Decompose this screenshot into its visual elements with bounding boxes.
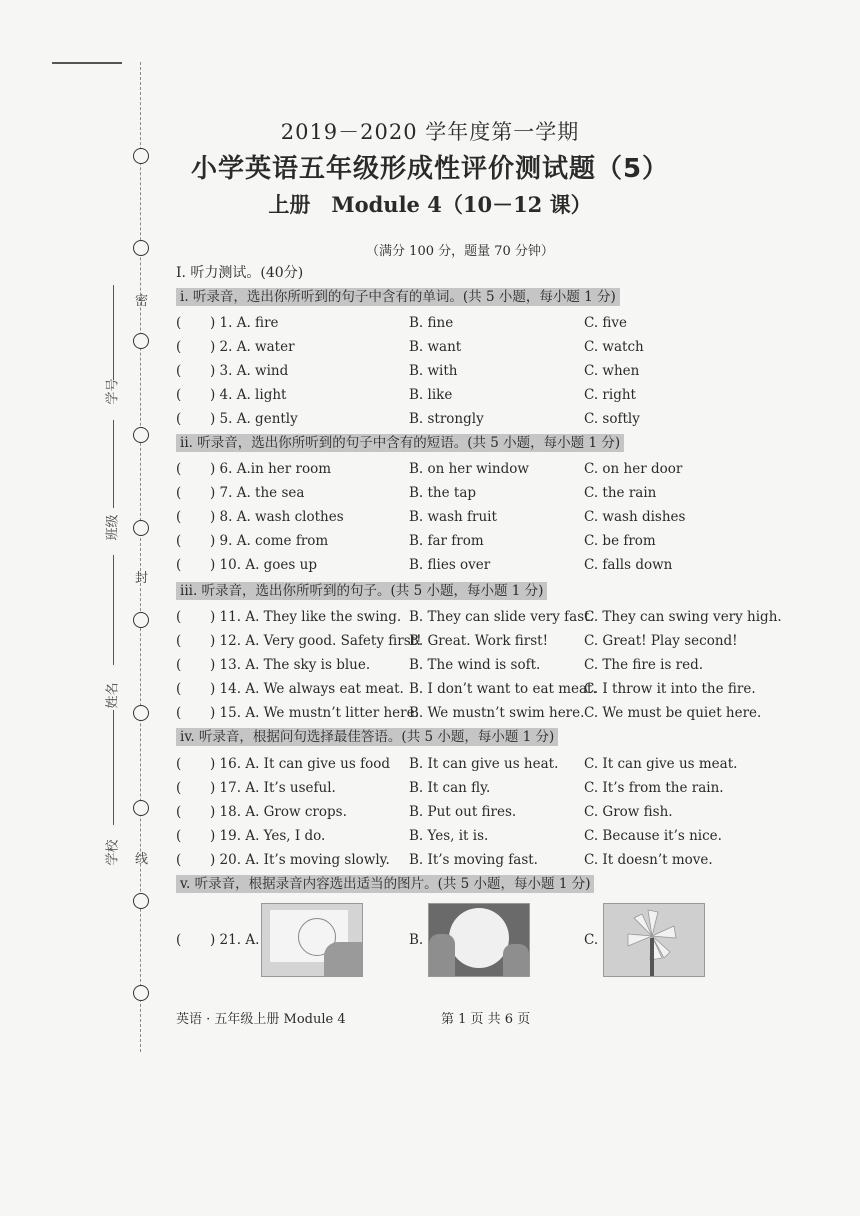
option-a: ) 21. A. bbox=[210, 932, 260, 948]
question-row bbox=[176, 656, 776, 674]
option-a: ) 14. A. We always eat meat. bbox=[210, 681, 404, 697]
hand-shape bbox=[324, 942, 362, 976]
question-row bbox=[176, 484, 776, 502]
question-row bbox=[176, 851, 776, 869]
option-a: ) 11. A. They like the swing. bbox=[210, 609, 402, 625]
scan-smudge bbox=[52, 62, 122, 64]
binding-hole bbox=[133, 985, 149, 1001]
option-c: C. We must be quiet here. bbox=[584, 705, 762, 721]
field-line-student-number bbox=[113, 285, 114, 380]
exam-note: （满分 100 分，题量 70 分钟） bbox=[366, 244, 554, 259]
option-b: B. like bbox=[409, 387, 453, 403]
field-label-class: 班级 bbox=[105, 514, 121, 541]
answer-blank[interactable]: ( bbox=[176, 609, 182, 625]
option-a: ) 9. A. come from bbox=[210, 533, 329, 549]
answer-blank[interactable]: ( bbox=[176, 411, 182, 427]
option-c: C. They can swing very high. bbox=[584, 609, 782, 625]
section-heading: v. 听录音，根据录音内容选出适当的图片。(共 5 小题，每小题 1 分) bbox=[176, 875, 594, 893]
answer-blank[interactable]: ( bbox=[176, 387, 182, 403]
question-row bbox=[176, 386, 776, 404]
option-a: ) 19. A. Yes, I do. bbox=[210, 828, 326, 844]
section-heading: ii. 听录音，选出你所听到的句子中含有的短语。(共 5 小题，每小题 1 分) bbox=[176, 434, 624, 452]
question-row bbox=[176, 410, 776, 428]
binding-hole bbox=[133, 333, 149, 349]
answer-blank[interactable]: ( bbox=[176, 932, 182, 948]
option-a: ) 12. A. Very good. Safety first! bbox=[210, 633, 422, 649]
option-b: B. It’s moving fast. bbox=[409, 852, 538, 868]
option-c: C. bbox=[584, 932, 599, 948]
question-row bbox=[176, 508, 776, 526]
option-c: C. right bbox=[584, 387, 636, 403]
field-line-class bbox=[113, 420, 114, 508]
option-b: B. It can fly. bbox=[409, 780, 491, 796]
option-a: ) 6. A.in her room bbox=[210, 461, 332, 477]
option-c: C. It’s from the rain. bbox=[584, 780, 724, 796]
answer-blank[interactable]: ( bbox=[176, 804, 182, 820]
option-b: B. Yes, it is. bbox=[409, 828, 489, 844]
answer-blank[interactable]: ( bbox=[176, 681, 182, 697]
option-a: ) 1. A. fire bbox=[210, 315, 279, 331]
option-c: C. It doesn’t move. bbox=[584, 852, 713, 868]
section-heading: iii. 听录音，选出你所听到的句子。(共 5 小题，每小题 1 分) bbox=[176, 582, 547, 600]
option-a: ) 18. A. Grow crops. bbox=[210, 804, 347, 820]
option-c: C. I throw it into the fire. bbox=[584, 681, 756, 697]
option-b: B. The wind is soft. bbox=[409, 657, 541, 673]
answer-blank[interactable]: ( bbox=[176, 315, 182, 331]
question-row bbox=[176, 803, 776, 821]
option-b: B. wash fruit bbox=[409, 509, 497, 525]
footer-subject: 英语 · 五年级上册 Module 4 bbox=[176, 1012, 346, 1027]
option-b: B. We mustn’t swim here. bbox=[409, 705, 585, 721]
option-b: B. I don’t want to eat meat. bbox=[409, 681, 597, 697]
picture-drawing-circle bbox=[261, 903, 363, 977]
question-row bbox=[176, 680, 776, 698]
option-c: C. The fire is red. bbox=[584, 657, 704, 673]
option-b: B. far from bbox=[409, 533, 484, 549]
question-row bbox=[176, 827, 776, 845]
option-b: B. want bbox=[409, 339, 462, 355]
binding-hole bbox=[133, 520, 149, 536]
option-c: C. Because it’s nice. bbox=[584, 828, 722, 844]
section-heading: i. 听录音，选出你所听到的句子中含有的单词。(共 5 小题，每小题 1 分) bbox=[176, 288, 620, 306]
paper-disc-shape bbox=[449, 908, 509, 968]
option-b: B. fine bbox=[409, 315, 454, 331]
answer-blank[interactable]: ( bbox=[176, 485, 182, 501]
field-label-school: 学校 bbox=[105, 839, 121, 866]
option-c: C. wash dishes bbox=[584, 509, 686, 525]
option-c: C. It can give us meat. bbox=[584, 756, 738, 772]
question-row bbox=[176, 556, 776, 574]
pinwheel-icon bbox=[604, 904, 704, 976]
picture-pinwheel bbox=[603, 903, 705, 977]
answer-blank[interactable]: ( bbox=[176, 657, 182, 673]
option-b: B. with bbox=[409, 363, 458, 379]
option-a: ) 10. A. goes up bbox=[210, 557, 317, 573]
option-c: C. watch bbox=[584, 339, 644, 355]
option-b: B. Great. Work first! bbox=[409, 633, 549, 649]
question-row bbox=[176, 338, 776, 356]
answer-blank[interactable]: ( bbox=[176, 509, 182, 525]
option-a: ) 16. A. It can give us food bbox=[210, 756, 390, 772]
field-label-student-number: 学号 bbox=[105, 378, 121, 405]
option-b: B. It can give us heat. bbox=[409, 756, 559, 772]
option-a: ) 13. A. The sky is blue. bbox=[210, 657, 371, 673]
footer-page-number: 第 1 页 共 6 页 bbox=[441, 1012, 531, 1027]
field-label-name: 姓名 bbox=[105, 682, 121, 709]
question-row bbox=[176, 755, 776, 773]
option-b: B. on her window bbox=[409, 461, 529, 477]
option-c: C. the rain bbox=[584, 485, 657, 501]
seal-char: 线 bbox=[135, 852, 149, 867]
binding-hole bbox=[133, 705, 149, 721]
option-a: ) 17. A. It’s useful. bbox=[210, 780, 336, 796]
option-b: B. bbox=[409, 932, 424, 948]
option-c: C. Great! Play second! bbox=[584, 633, 738, 649]
seal-char: 密 bbox=[135, 294, 149, 309]
option-a: ) 4. A. light bbox=[210, 387, 287, 403]
seal-char: 封 bbox=[135, 571, 149, 586]
question-row bbox=[176, 779, 776, 797]
binding-hole bbox=[133, 612, 149, 628]
question-row bbox=[176, 632, 776, 650]
question-row bbox=[176, 314, 776, 332]
field-line-school bbox=[113, 710, 114, 825]
part-title: I. 听力测试。(40分) bbox=[176, 265, 304, 281]
option-a: ) 8. A. wash clothes bbox=[210, 509, 344, 525]
hand-shape bbox=[429, 934, 455, 976]
option-a: ) 15. A. We mustn’t litter here. bbox=[210, 705, 419, 721]
binding-hole bbox=[133, 800, 149, 816]
field-line-name bbox=[113, 555, 114, 665]
section-heading: iv. 听录音，根据问句选择最佳答语。(共 5 小题，每小题 1 分) bbox=[176, 728, 558, 746]
binding-hole bbox=[133, 427, 149, 443]
answer-blank[interactable]: ( bbox=[176, 828, 182, 844]
option-a: ) 7. A. the sea bbox=[210, 485, 305, 501]
question-row bbox=[176, 362, 776, 380]
picture-cutting-paper-disc bbox=[428, 903, 530, 977]
question-row bbox=[176, 608, 782, 626]
option-a: ) 2. A. water bbox=[210, 339, 295, 355]
answer-blank[interactable]: ( bbox=[176, 780, 182, 796]
option-c: C. Grow fish. bbox=[584, 804, 673, 820]
option-b: B. flies over bbox=[409, 557, 491, 573]
option-c: C. on her door bbox=[584, 461, 683, 477]
exam-subtitle: 上册 Module 4（10－12 课） bbox=[268, 192, 592, 217]
answer-blank[interactable]: ( bbox=[176, 461, 182, 477]
option-a: ) 20. A. It’s moving slowly. bbox=[210, 852, 390, 868]
answer-blank[interactable]: ( bbox=[176, 533, 182, 549]
option-c: C. falls down bbox=[584, 557, 673, 573]
question-row bbox=[176, 532, 776, 550]
answer-blank[interactable]: ( bbox=[176, 363, 182, 379]
option-b: B. strongly bbox=[409, 411, 484, 427]
option-b: B. Put out fires. bbox=[409, 804, 517, 820]
exam-title: 小学英语五年级形成性评价测试题（5） bbox=[190, 154, 670, 184]
option-c: C. be from bbox=[584, 533, 656, 549]
answer-blank[interactable]: ( bbox=[176, 705, 182, 721]
answer-blank[interactable]: ( bbox=[176, 339, 182, 355]
option-c: C. softly bbox=[584, 411, 640, 427]
hand-shape bbox=[503, 944, 529, 976]
question-row bbox=[176, 460, 776, 478]
answer-blank[interactable]: ( bbox=[176, 633, 182, 649]
option-a: ) 3. A. wind bbox=[210, 363, 289, 379]
option-a: ) 5. A. gently bbox=[210, 411, 298, 427]
exam-year: 2019－2020 学年度第一学期 bbox=[280, 120, 580, 144]
option-b: B. They can slide very fast. bbox=[409, 609, 594, 625]
answer-blank[interactable]: ( bbox=[176, 756, 182, 772]
answer-blank[interactable]: ( bbox=[176, 557, 182, 573]
option-c: C. when bbox=[584, 363, 640, 379]
question-row bbox=[176, 704, 776, 722]
answer-blank[interactable]: ( bbox=[176, 852, 182, 868]
binding-hole bbox=[133, 893, 149, 909]
option-c: C. five bbox=[584, 315, 628, 331]
option-b: B. the tap bbox=[409, 485, 477, 501]
